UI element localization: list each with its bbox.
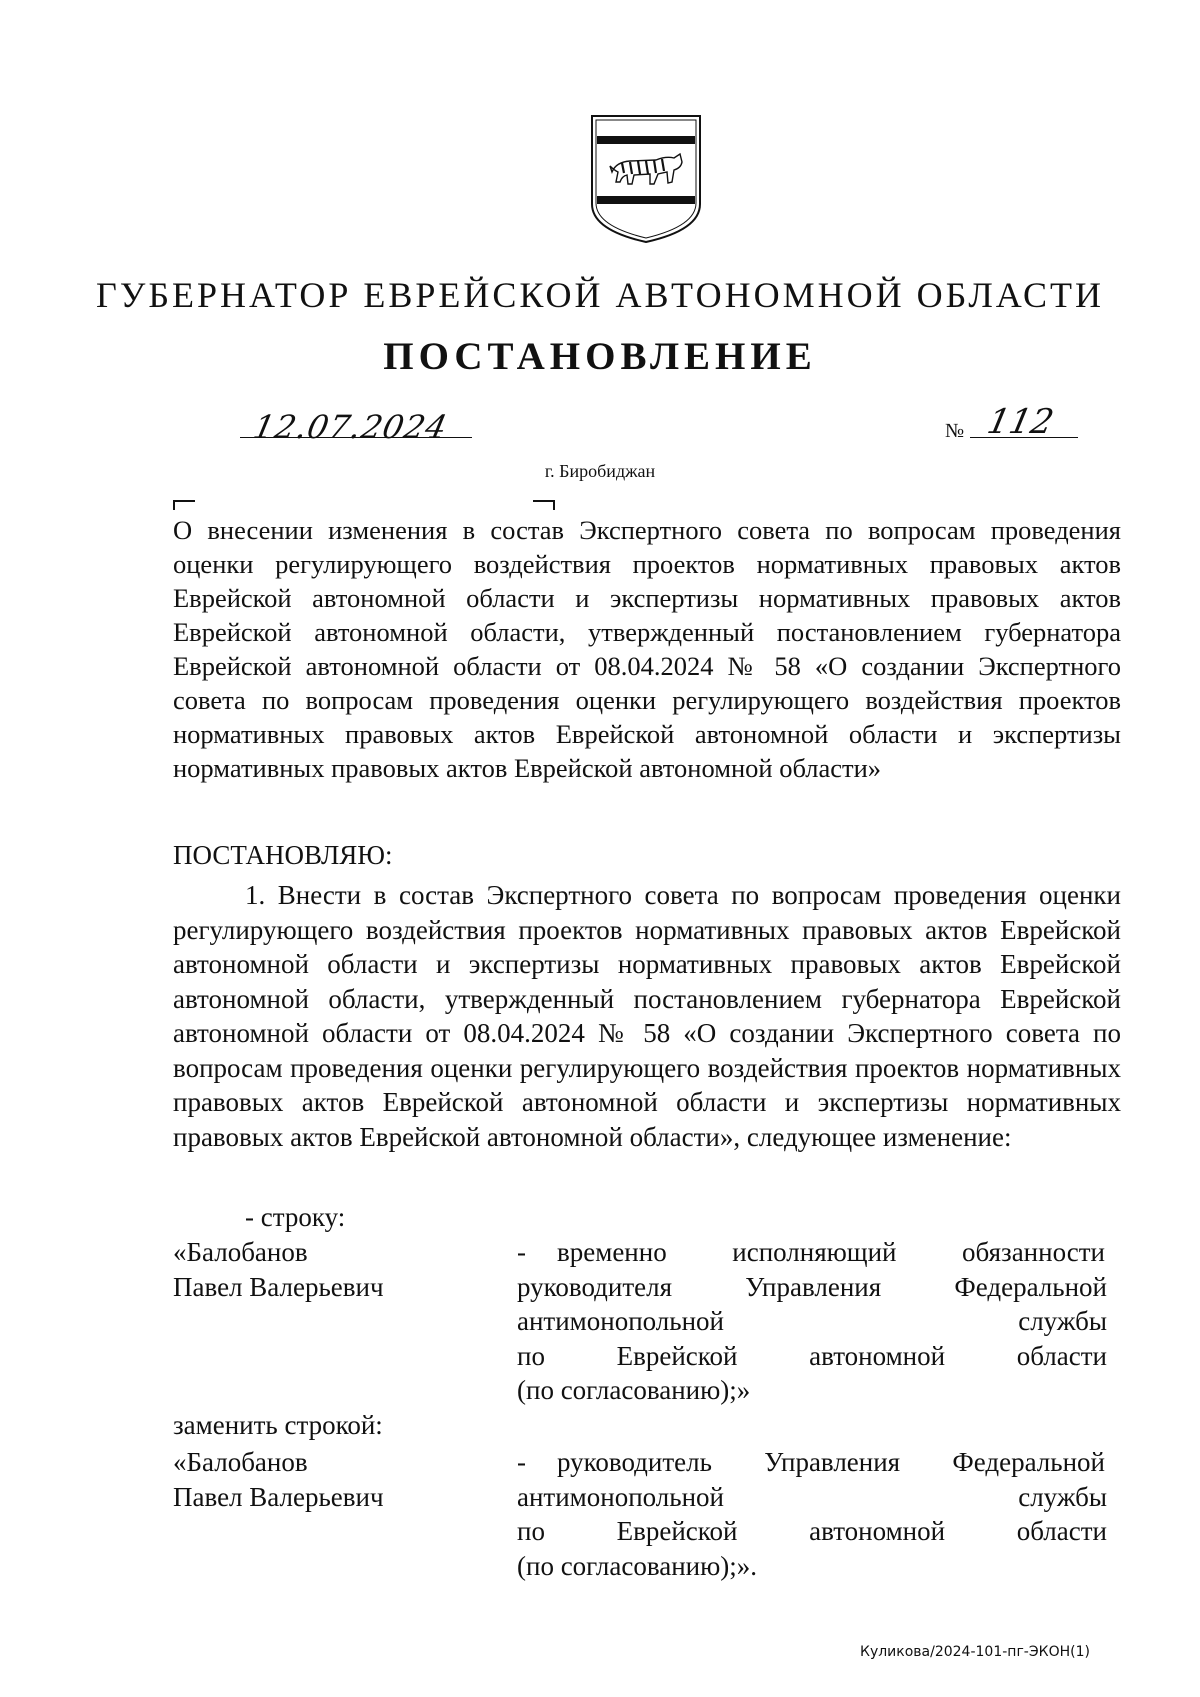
document-date: 12.07.2024 bbox=[249, 408, 452, 446]
city: г. Биробиджан bbox=[544, 461, 656, 481]
document-number: 112 bbox=[983, 402, 1058, 442]
old-entry-pos-line2: руководителя Управления Федеральной bbox=[517, 1271, 1107, 1302]
new-entry-name bbox=[173, 1445, 384, 1514]
old-entry-surname: «Балобанов bbox=[173, 1237, 308, 1267]
old-entry-pos-line1: временно исполняющий обязанности bbox=[557, 1237, 1105, 1267]
new-entry-dash: - bbox=[517, 1447, 526, 1477]
organization-title: ГУБЕРНАТОР ЕВРЕЙСКОЙ АВТОНОМНОЙ ОБЛАСТИ bbox=[96, 275, 1104, 315]
old-entry-pos-line4: по Еврейской автономной области bbox=[517, 1340, 1107, 1371]
document-type: ПОСТАНОВЛЕНИЕ bbox=[383, 335, 817, 378]
new-entry-pos-line2: антимонопольной службы bbox=[517, 1481, 1107, 1512]
old-entry-name bbox=[173, 1235, 384, 1304]
coat-of-arms-icon bbox=[586, 112, 706, 246]
new-entry-position bbox=[517, 1445, 1107, 1583]
new-entry-pos-line1: руководитель Управления Федеральной bbox=[557, 1447, 1105, 1477]
old-entry-position bbox=[517, 1235, 1107, 1408]
paragraph-1: 1. Внести в состав Экспертного совета по вопросам проведения оценки регулирующего воздействия проектов нормативных правовых актов Еврейской автономной области и экспертизы нормативных правовых актов Еврейской автономной области, утвержденный постановлением губернатора Еврейской автономной области от 08.04.2024 № 58 «О создании Экспертного совета по вопросам проведения оценки регулирующего воздействия проектов нормативных правовых актов Еврейской автономной области и экспертизы нормативных правовых актов Еврейской автономной области», следующее изменение: bbox=[173, 880, 1121, 1152]
number-underline bbox=[970, 437, 1078, 438]
old-entry-pos-line5: (по согласованию);» bbox=[517, 1375, 751, 1405]
old-entry-given-names: Павел Валерьевич bbox=[173, 1271, 384, 1302]
date-underline bbox=[240, 437, 472, 438]
footer-code: Куликова/2024-101-пг-ЭКОН(1) bbox=[860, 1644, 1090, 1660]
replace-label: заменить строкой: bbox=[173, 1410, 383, 1440]
stroku-label: - строку: bbox=[245, 1202, 346, 1232]
document-subject: О внесении изменения в состав Экспертного совета по вопросам проведения оценки регулирующего воздействия проектов нормативных правовых актов Еврейской автономной области и экспертизы нормативных правовых актов Еврейской автономной области, утвержденный постановлением губернатора Еврейской автономной области от 08.04.2024 № 58 «О создании Экспертного совета по вопросам проведения оценки регулирующего воздействия проектов нормативных правовых актов Еврейской автономной области и экспертизы нормативных правовых актов Еврейской автономной области» bbox=[173, 515, 1121, 783]
old-entry-dash: - bbox=[517, 1237, 526, 1267]
new-entry-pos-line3: по Еврейской автономной области bbox=[517, 1516, 1107, 1546]
subject-corner-left bbox=[173, 500, 195, 510]
old-entry-pos-line3: антимонопольной службы bbox=[517, 1306, 1107, 1336]
tiger-icon bbox=[610, 154, 682, 184]
number-label: № bbox=[945, 420, 965, 442]
new-entry-given-names: Павел Валерьевич bbox=[173, 1481, 384, 1512]
new-entry-surname: «Балобанов bbox=[173, 1447, 308, 1477]
decree-word: ПОСТАНОВЛЯЮ: bbox=[173, 840, 393, 870]
new-entry-pos-line4: (по согласованию);». bbox=[517, 1550, 758, 1581]
subject-corner-right bbox=[533, 500, 555, 510]
